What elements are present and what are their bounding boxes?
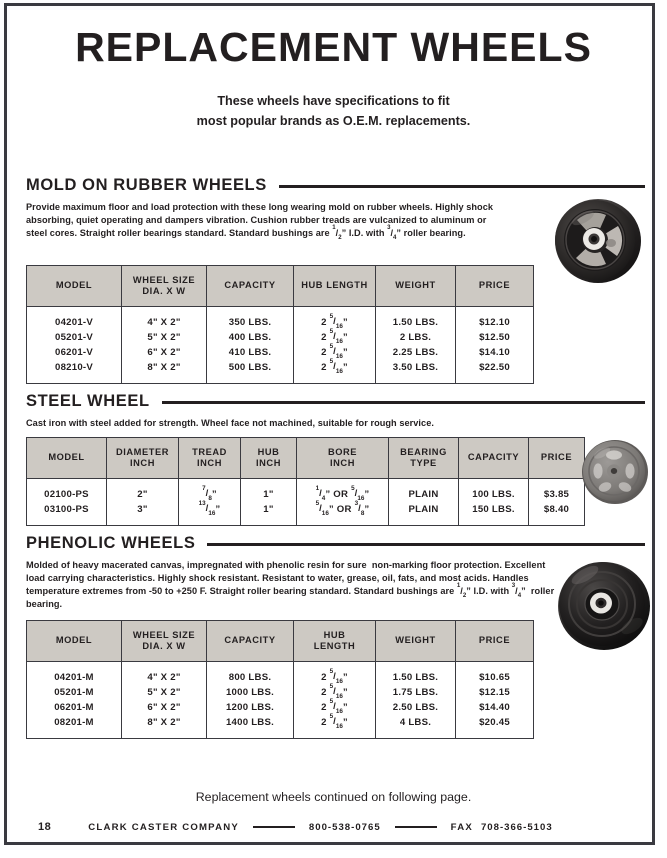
cell-wheel-size: 5" X 2" [122,685,207,700]
spec-table-steel-wheel [26,437,585,526]
cell-bearing-type: PLAIN [389,502,459,526]
cell-weight: 2.50 LBS. [376,700,456,715]
cell-model: 06201-M [27,700,122,715]
cell-price: $8.40 [529,502,585,526]
cell-model: 08210-V [27,360,122,384]
cell-weight: 1.50 LBS. [376,661,456,685]
section-steel-wheel [26,392,645,430]
page-number: 18 [38,821,52,833]
section-description: Cast iron with steel added for strength. Wheel face not machined, suitable for rough service. [26,418,434,428]
column-header-hub-inch: HUB INCH [241,438,297,479]
table-wrapper-steel-wheel [26,437,645,526]
section-header [26,176,645,195]
fraction-one-half: $^1/_2$ [456,583,467,600]
continued-note: Replacement wheels continued on following page. [195,790,472,804]
column-header-capacity: CAPACITY [459,438,529,479]
cell-capacity: 350 LBS. [207,306,294,330]
section-rule [162,401,645,404]
masthead [0,26,667,131]
subtitle-line-1: These wheels have specifications to fit [217,94,450,109]
cell-hub-length: 2 $^5/_{16}$” [294,715,376,739]
section-header [26,534,645,553]
cell-capacity: 100 LBS. [459,478,529,502]
cell-model: 05201-V [27,330,122,345]
column-header-capacity: CAPACITY [207,266,294,307]
page-subtitle [0,92,667,131]
cell-hub: 1" [241,478,297,502]
cell-price: $22.50 [456,360,534,384]
cell-weight: 1.50 LBS. [376,306,456,330]
cell-model: 06201-V [27,345,122,360]
cell-model: 04201-M [27,661,122,685]
section-title: PHENOLIC WHEELS [26,534,196,552]
column-header-wheel-size: WHEEL SIZE DIA. X W [122,621,207,662]
page-footer [38,821,628,833]
section-header [26,392,645,411]
cell-hub-length: 2 $^5/_{16}$” [294,330,376,345]
cell-capacity: 150 LBS. [459,502,529,526]
table-header-row [27,621,534,662]
table-row [27,345,534,360]
footer-divider-2 [395,826,437,828]
section-title: STEEL WHEEL [26,392,150,410]
column-header-wheel-size: WHEEL SIZE DIA. X W [122,266,207,307]
section-rule [279,185,645,188]
cell-price: $12.15 [456,685,534,700]
cell-price: $10.65 [456,661,534,685]
cell-hub-length: 2 $^5/_{16}$” [294,685,376,700]
cell-wheel-size: 8" X 2" [122,715,207,739]
table-row [27,360,534,384]
cell-bore: $^1/_4$” OR $^5/_{16}$” [297,478,389,502]
cell-hub-length: 2 $^5/_{16}$” [294,700,376,715]
cell-wheel-size: 6" X 2" [122,345,207,360]
table-row [27,661,534,685]
column-header-model: MODEL [27,266,122,307]
column-header-capacity: CAPACITY [207,621,294,662]
cell-wheel-size: 8" X 2" [122,360,207,384]
cell-model: 02100-PS [27,478,107,502]
spec-table-phenolic [26,620,534,739]
cell-price: $3.85 [529,478,585,502]
cell-weight: 3.50 LBS. [376,360,456,384]
table-row [27,330,534,345]
cell-wheel-size: 6" X 2" [122,700,207,715]
table-header-row [27,266,534,307]
cell-price: $12.10 [456,306,534,330]
cell-diameter: 3" [107,502,179,526]
section-title: MOLD ON RUBBER WHEELS [26,176,267,194]
spec-table-mold-on-rubber [26,265,534,384]
cell-wheel-size: 4" X 2" [122,661,207,685]
column-header-price: PRICE [456,266,534,307]
cell-capacity: 500 LBS. [207,360,294,384]
cell-hub-length: 2 $^5/_{16}$” [294,661,376,685]
fax-label: FAX [450,821,473,833]
column-header-model: MODEL [27,621,122,662]
table-row [27,685,534,700]
cell-bore: $^5/_{16}$” OR $^3/_8$” [297,502,389,526]
footer-divider-1 [253,826,295,828]
section-description: Provide maximum floor and load protection with these long wearing mold on rubber wheels. Highly shock absorbing, quiet operating and dampers vibration. Cushion rubber treads are vulcanized to aluminum or steel cores. Straight roller bearings standard. Standard bushings are $^1/_2$” I.D. with $^3/_4$” roller bearing. [26,202,494,242]
table-row [27,478,585,502]
table-row [27,306,534,330]
cell-hub-length: 2 $^5/_{16}$” [294,360,376,384]
column-header-tread-inch: TREAD INCH [179,438,241,479]
column-header-price: PRICE [456,621,534,662]
cell-capacity: 400 LBS. [207,330,294,345]
cell-tread: $^7/_8$” [179,478,241,502]
column-header-bore-inch: BORE INCH [297,438,389,479]
column-header-hub-length: HUB LENGTH [294,621,376,662]
cell-capacity: 800 LBS. [207,661,294,685]
company-name: CLARK CASTER COMPANY [88,821,239,833]
table-row [27,715,534,739]
subtitle-line-2: most popular brands as O.E.M. replacements. [196,113,471,128]
cell-bearing-type: PLAIN [389,478,459,502]
phenolic-wheel-photo [552,556,656,654]
table-row [27,502,585,526]
cell-hub-length: 2 $^5/_{16}$” [294,306,376,330]
cell-model: 03100-PS [27,502,107,526]
fax-number: 708-366-5103 [480,821,553,833]
cell-price: $14.10 [456,345,534,360]
cell-capacity: 1400 LBS. [207,715,294,739]
table-row [27,700,534,715]
phone-number[interactable]: 800-538-0765 [308,821,381,833]
column-header-bearing-type: BEARING TYPE [389,438,459,479]
steel-wheel-photo [578,437,652,507]
cell-price: $12.50 [456,330,534,345]
cell-hub-length: 2 $^5/_{16}$” [294,345,376,360]
cell-model: 04201-V [27,306,122,330]
column-header-price: PRICE [529,438,585,479]
cell-weight: 1.75 LBS. [376,685,456,700]
table-header-row [27,438,585,479]
column-header-weight: WEIGHT [376,621,456,662]
column-header-model: MODEL [27,438,107,479]
column-header-hub-length: HUB LENGTH [294,266,376,307]
fraction-three-quarters: $^3/_4$ [511,583,522,600]
cell-tread: $^{13}/_{16}$” [179,502,241,526]
section-rule [207,543,645,546]
fraction-one-half: $^1/_2$ [332,225,342,242]
cell-hub: 1" [241,502,297,526]
page-title: REPLACEMENT WHEELS [75,24,592,70]
cell-price: $20.45 [456,715,534,739]
cell-model: 08201-M [27,715,122,739]
cell-diameter: 2" [107,478,179,502]
column-header-weight: WEIGHT [376,266,456,307]
cell-capacity: 1200 LBS. [207,700,294,715]
cell-capacity: 410 LBS. [207,345,294,360]
cell-wheel-size: 5" X 2" [122,330,207,345]
section-description: Molded of heavy macerated canvas, impregnated with phenolic resin for sure non-marking floor protection. Excellent load carrying characteristics. Highly shock resistant. Resistant to water, grease, oil, fats, and most acids. Handles temperature extremes from -50 to +250 F. Straight roller bearing standard. Standard bushings are $^1/_2$” I.D. with $^3/_4$” roller bearing. [26,560,555,610]
cell-wheel-size: 4" X 2" [122,306,207,330]
cell-weight: 4 LBS. [376,715,456,739]
cell-model: 05201-M [27,685,122,700]
cell-price: $14.40 [456,700,534,715]
column-header-diameter-inch: DIAMETER INCH [107,438,179,479]
mold-on-rubber-wheel-photo [543,196,651,284]
fraction-three-quarters: $^3/_4$ [387,225,397,242]
cell-weight: 2.25 LBS. [376,345,456,360]
cell-capacity: 1000 LBS. [207,685,294,700]
cell-weight: 2 LBS. [376,330,456,345]
